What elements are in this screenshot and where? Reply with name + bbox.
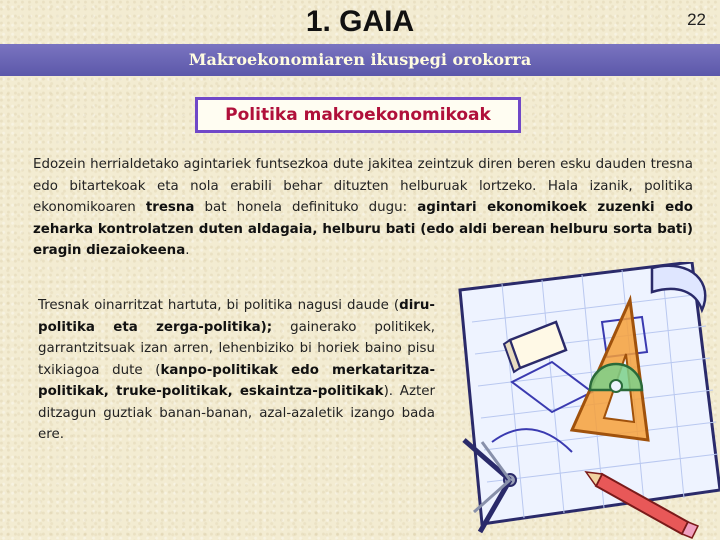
policies-paragraph <box>38 295 435 446</box>
intro-bold-1: tresna <box>145 200 195 215</box>
policies-text-3: ). Azter ditzagun guztiak banan-banan, azal-azaletik izango bada ere. <box>38 384 435 442</box>
intro-bold-2: agintari ekonomikoek zuzenki edo zeharka kontrolatzen duten aldagaia, helburu bati (edo aldi berean helburu sorta bati) eragin diezaiokeena <box>33 200 693 258</box>
page-number: 22 <box>687 10 706 29</box>
drafting-tools-clipart-icon <box>452 262 720 540</box>
intro-paragraph <box>33 154 693 262</box>
intro-text-3: . <box>185 243 190 258</box>
subtitle: Makroekonomiaren ikuspegi orokorra <box>188 50 532 69</box>
section-title: Politika makroekonomikoak <box>225 105 491 125</box>
policies-bold-1: diru-politika eta zerga-politika); <box>38 298 435 335</box>
section-title-box <box>195 97 521 133</box>
policies-text-1: Tresnak oinarritzat hartuta, bi politika nagusi daude ( <box>38 298 400 313</box>
intro-text-2: bat honela definituko dugu: <box>194 200 418 215</box>
policies-text-2: gainerako politikek, garrantzitsuak izan arren, lehenbiziko bi horiek baino pisu txikiagoa dute ( <box>38 319 435 378</box>
intro-text-1: Edozein herrialdetako agintariek funtsezkoa dute jakitea zeintzuk diren beren esku dauden tresna edo bitartekoak eta nola erabili behar dituzten helburuak lortzeko. Hala izanik, politika ekonomikoaren <box>33 157 693 215</box>
policies-bold-2: kanpo-politikak edo merkataritza-politikak, truke-politikak, eskaintza-politikak <box>38 362 435 399</box>
page-title: 1. GAIA <box>305 5 415 38</box>
subtitle-banner <box>0 44 720 76</box>
